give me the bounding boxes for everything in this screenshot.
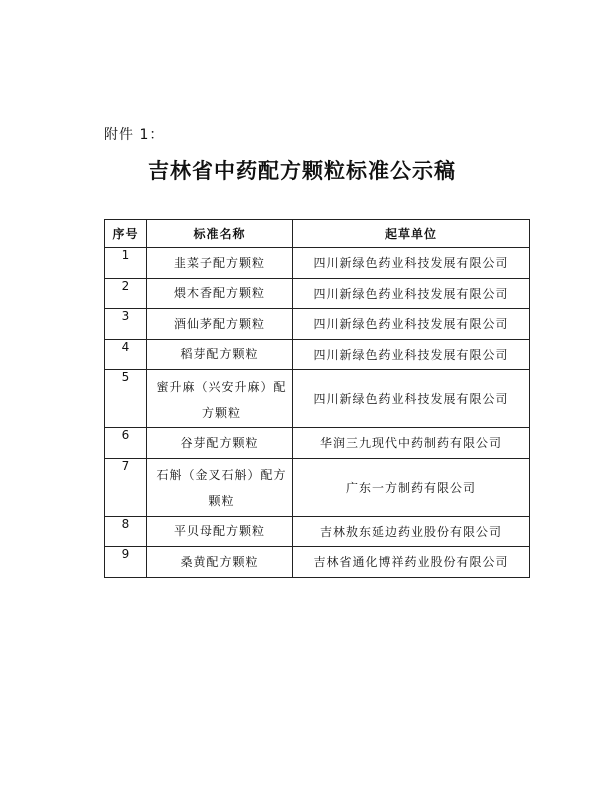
table-row: [105, 370, 530, 428]
serial-number-cell: 7: [105, 458, 147, 516]
standard-name-cell: 稻芽配方颗粒: [147, 339, 293, 370]
document-title: 吉林省中药配方颗粒标准公示稿: [148, 159, 456, 183]
serial-number-cell: 2: [105, 278, 147, 309]
drafting-unit-cell: 四川新绿色药业科技发展有限公司: [293, 248, 530, 279]
table-row: [105, 278, 530, 309]
standard-name-cell: 石斛（金叉石斛）配方颗粒: [147, 458, 293, 516]
standard-name-cell: 蜜升麻（兴安升麻）配方颗粒: [147, 370, 293, 428]
drafting-unit-cell: 吉林省通化博祥药业股份有限公司: [293, 547, 530, 578]
drafting-unit-cell: 四川新绿色药业科技发展有限公司: [293, 339, 530, 370]
table-row: [105, 516, 530, 547]
table-row: [105, 309, 530, 340]
table-row: [105, 458, 530, 516]
drafting-unit-cell: 华润三九现代中药制药有限公司: [293, 428, 530, 459]
serial-number-cell: 1: [105, 248, 147, 279]
serial-number-cell: 5: [105, 370, 147, 428]
drafting-unit-cell: 四川新绿色药业科技发展有限公司: [293, 278, 530, 309]
serial-number-cell: 8: [105, 516, 147, 547]
drafting-unit-cell: 四川新绿色药业科技发展有限公司: [293, 370, 530, 428]
header-standard-name: 标准名称: [147, 220, 293, 248]
table-row: [105, 339, 530, 370]
drafting-unit-cell: 吉林敖东延边药业股份有限公司: [293, 516, 530, 547]
standard-name-cell: 谷芽配方颗粒: [147, 428, 293, 459]
header-drafting-unit: 起草单位: [293, 220, 530, 248]
serial-number-cell: 9: [105, 547, 147, 578]
standard-name-cell: 韭菜子配方颗粒: [147, 248, 293, 279]
header-serial-number: 序号: [105, 220, 147, 248]
table-row: [105, 248, 530, 279]
standard-name-cell: 煨木香配方颗粒: [147, 278, 293, 309]
serial-number-cell: 3: [105, 309, 147, 340]
serial-number-cell: 4: [105, 339, 147, 370]
drafting-unit-cell: 广东一方制药有限公司: [293, 458, 530, 516]
standard-name-cell: 酒仙茅配方颗粒: [147, 309, 293, 340]
table-row: [105, 547, 530, 578]
standard-name-cell: 桑黄配方颗粒: [147, 547, 293, 578]
standard-name-cell: 平贝母配方颗粒: [147, 516, 293, 547]
serial-number-cell: 6: [105, 428, 147, 459]
standards-table: [104, 219, 530, 578]
table-header-row: [105, 220, 530, 248]
attachment-label: 附件 1：: [104, 127, 165, 143]
drafting-unit-cell: 四川新绿色药业科技发展有限公司: [293, 309, 530, 340]
table-row: [105, 428, 530, 459]
